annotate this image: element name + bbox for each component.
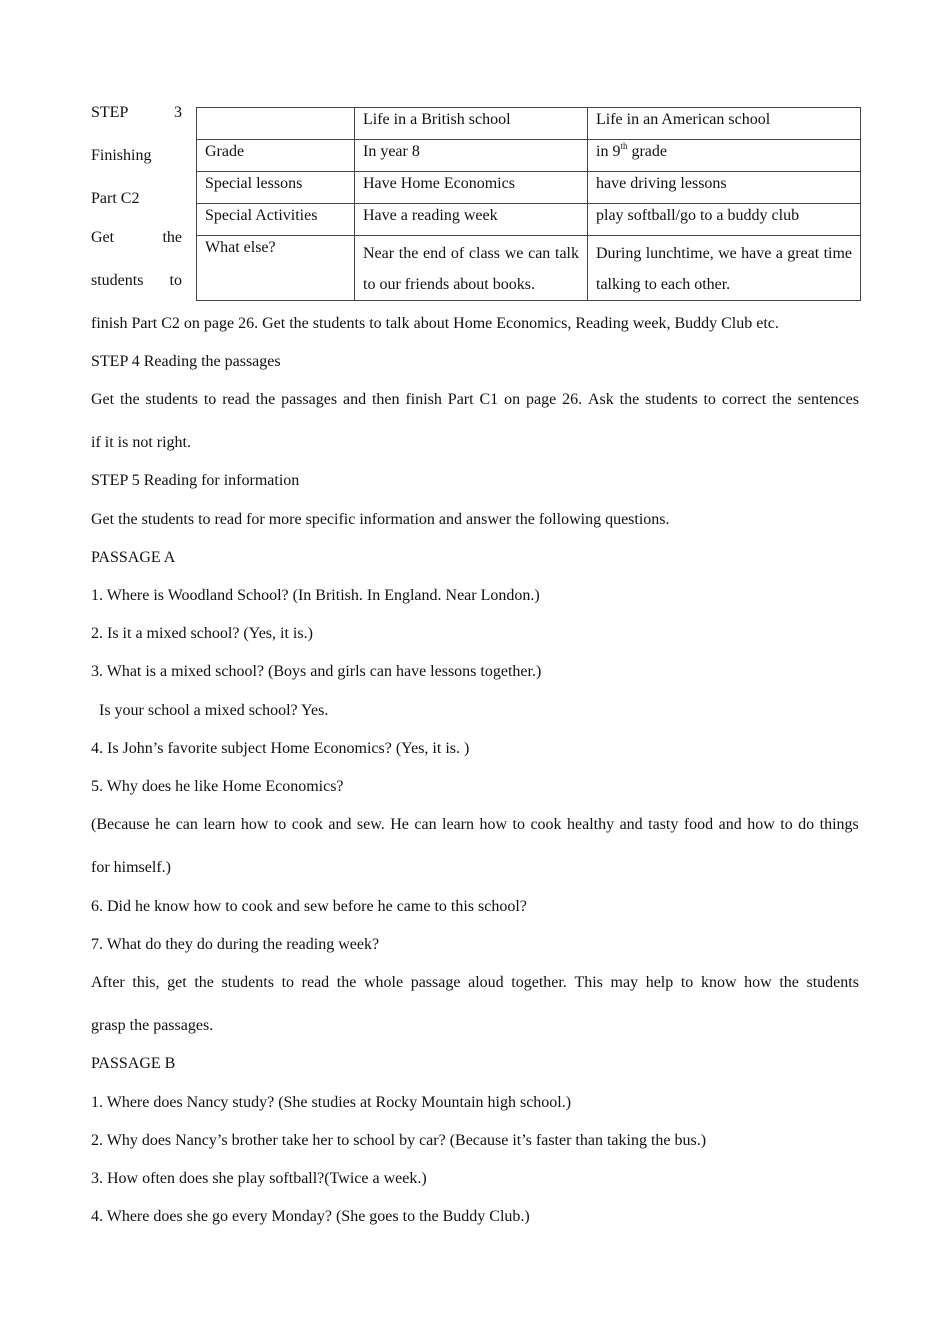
word: aloud <box>468 974 504 991</box>
table-header-cell: Life in a British school <box>355 108 588 140</box>
word: He <box>390 816 409 833</box>
word: he <box>155 816 171 833</box>
word: read <box>301 974 330 991</box>
question: 2. Is it a mixed school? (Yes, it is.) <box>91 625 313 642</box>
table-cell-american: play softball/go to a buddy club <box>588 204 861 236</box>
step3-line5 <box>91 270 182 291</box>
text-line: if it is not right. <box>91 434 191 451</box>
word: on <box>504 391 521 408</box>
table-header-row <box>197 108 861 140</box>
word: cook <box>530 816 562 833</box>
word: Part <box>447 391 474 408</box>
word: (Because <box>91 816 150 833</box>
question: 6. Did he know how to cook and sew before he came to this school? <box>91 898 527 915</box>
word: students <box>221 974 274 991</box>
table-cell-label: Special lessons <box>197 172 355 204</box>
question: 1. Where is Woodland School? (In British. In England. Near London.) <box>91 587 540 604</box>
step3-line4 <box>91 227 182 248</box>
word: and <box>342 391 367 408</box>
word: students <box>645 391 698 408</box>
word: the <box>619 391 640 408</box>
word: learn <box>442 816 475 833</box>
word: the <box>779 974 799 991</box>
word: the <box>194 974 214 991</box>
word: do <box>798 816 815 833</box>
question: 3. What is a mixed school? (Boys and girls can have lessons together.) <box>91 663 542 680</box>
text-line-justified <box>91 390 859 410</box>
table-cell-label: What else? <box>197 236 355 301</box>
step-heading: STEP 4 Reading the passages <box>91 353 281 370</box>
word: to <box>703 391 716 408</box>
word: how <box>744 974 772 991</box>
word: 26. <box>562 391 583 408</box>
table-cell-label: Grade <box>197 140 355 172</box>
word: correct <box>721 391 767 408</box>
word: learn <box>203 816 236 833</box>
word: students <box>806 974 859 991</box>
text-line-justified <box>91 973 859 993</box>
table-row <box>197 140 861 172</box>
step3-line2: Finishing <box>91 147 152 164</box>
text-line: for himself.) <box>91 859 171 876</box>
text-line: Get the students to read for more specific information and answer the following questions. <box>91 511 670 528</box>
word: then <box>371 391 400 408</box>
word: passages <box>281 391 338 408</box>
word: can <box>414 816 437 833</box>
word: This <box>574 974 603 991</box>
word: food <box>683 816 714 833</box>
grade-text: grade <box>627 143 667 160</box>
table-row <box>197 204 861 236</box>
word: the <box>336 974 357 991</box>
word: may <box>610 974 639 991</box>
word: Get <box>91 391 115 408</box>
word: and <box>619 816 643 833</box>
text-line-justified <box>91 815 859 835</box>
word: passage <box>410 974 461 991</box>
word: how <box>240 816 269 833</box>
step3-line1 <box>91 102 182 123</box>
grade-ordinal-suffix: th <box>620 140 628 151</box>
word: the <box>120 391 140 408</box>
word: the <box>255 391 276 408</box>
word: to <box>512 816 525 833</box>
question: 3. How often does she play softball?(Twice a week.) <box>91 1170 427 1187</box>
question: 4. Is John’s favorite subject Home Economics? (Yes, it is. ) <box>91 740 470 757</box>
word: finish <box>405 391 442 408</box>
question: 2. Why does Nancy’s brother take her to school by car? (Because it’s faster than taking the bus.) <box>91 1132 707 1149</box>
word: and <box>718 816 742 833</box>
word: help <box>645 974 674 991</box>
passage-heading: PASSAGE A <box>91 549 176 566</box>
word: students <box>145 391 198 408</box>
word: Ask <box>587 391 614 408</box>
word: the <box>772 391 792 408</box>
step3-word: 3 <box>174 104 182 121</box>
word: this, <box>132 974 160 991</box>
word: healthy <box>567 816 615 833</box>
table-cell-british: Have Home Economics <box>355 172 588 204</box>
question: 1. Where does Nancy study? (She studies at Rocky Mountain high school.) <box>91 1094 572 1111</box>
table-cell-british: Near the end of class we can talk to our friends about books. <box>355 236 588 301</box>
word: how <box>747 816 775 833</box>
table-cell-american: During lunchtime, we have a great time talking to each other. <box>588 236 861 301</box>
question: 5. Why does he like Home Economics? <box>91 778 344 795</box>
question: 7. What do they do during the reading week? <box>91 936 380 953</box>
word: know <box>700 974 737 991</box>
table-row <box>197 236 861 301</box>
table-cell-label: Special Activities <box>197 204 355 236</box>
question: 4. Where does she go every Monday? (She goes to the Buddy Club.) <box>91 1208 530 1225</box>
comparison-table <box>196 107 861 301</box>
word: to <box>281 974 295 991</box>
passage-heading: PASSAGE B <box>91 1055 176 1072</box>
word: After <box>91 974 125 991</box>
word: how <box>479 816 508 833</box>
step3-word: the <box>162 229 182 246</box>
grade-text: in 9 <box>596 143 621 160</box>
text-line: grasp the passages. <box>91 1017 214 1034</box>
word: sew. <box>356 816 385 833</box>
word: get <box>167 974 187 991</box>
table-cell-american <box>588 140 861 172</box>
step3-word: STEP <box>91 104 129 121</box>
word: together. <box>511 974 567 991</box>
step3-word: Get <box>91 229 115 246</box>
table-cell-british: In year 8 <box>355 140 588 172</box>
word: to <box>680 974 694 991</box>
step3-word: to <box>169 272 182 289</box>
word: C1 <box>479 391 499 408</box>
word: to <box>780 816 793 833</box>
word: to <box>273 816 287 833</box>
word: can <box>175 816 198 833</box>
question: Is your school a mixed school? Yes. <box>91 702 329 719</box>
table-header-cell: Life in an American school <box>588 108 861 140</box>
text-line: finish Part C2 on page 26. Get the students to talk about Home Economics, Reading week, Buddy Club etc. <box>91 315 779 332</box>
word: cook <box>291 816 323 833</box>
step-heading: STEP 5 Reading for information <box>91 472 300 489</box>
table-header-cell <box>197 108 355 140</box>
word: whole <box>363 974 404 991</box>
table-row <box>197 172 861 204</box>
word: and <box>328 816 352 833</box>
step3-word: students <box>91 272 144 289</box>
word: tasty <box>648 816 679 833</box>
table-cell-british: Have a reading week <box>355 204 588 236</box>
word: things <box>819 816 859 833</box>
table-cell-american: have driving lessons <box>588 172 861 204</box>
word: read <box>222 391 250 408</box>
word: to <box>203 391 217 408</box>
word: page <box>525 391 557 408</box>
step3-line3: Part C2 <box>91 190 140 207</box>
word: sentences <box>797 391 859 408</box>
